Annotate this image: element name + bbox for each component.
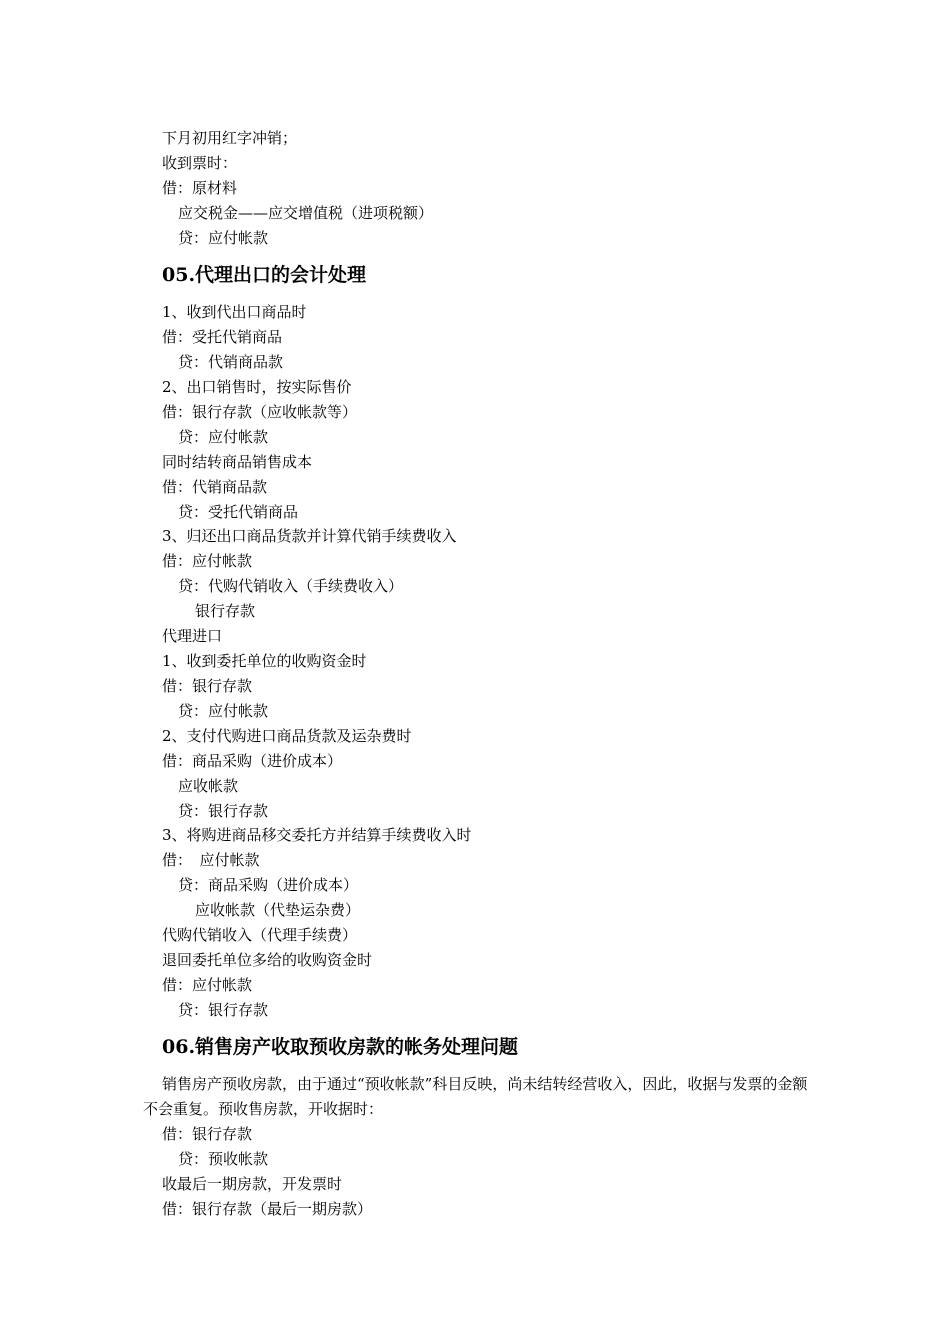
text-line: 贷：应付帐款 xyxy=(178,229,269,247)
text-line: 银行存款 xyxy=(195,602,256,620)
text-line: 贷：银行存款 xyxy=(178,802,269,820)
text-line: 同时结转商品销售成本 xyxy=(162,453,313,471)
text-line: 贷：商品采购（进价成本） xyxy=(178,876,359,894)
text-line: 借：应付帐款 xyxy=(162,552,253,570)
text-line: 贷：代购代销收入（手续费收入） xyxy=(178,577,404,595)
text-line: 应交税金——应交增值税（进项税额） xyxy=(178,204,434,222)
text-line: 应收帐款 xyxy=(178,777,239,795)
section-heading: 05.代理出口的会计处理 xyxy=(162,264,367,286)
body-paragraph: 销售房产预收房款，由于通过“预收帐款”科目反映，尚未结转经营收入，因此，收据与发票的金额不会重复。预收售房款，开收据时： xyxy=(143,1075,808,1118)
text-line: 3、归还出口商品货款并计算代销手续费收入 xyxy=(162,527,457,545)
text-line: 2、支付代购进口商品货款及运杂费时 xyxy=(162,727,412,745)
text-line: 3、将购进商品移交委托方并结算手续费收入时 xyxy=(162,826,472,844)
text-line: 借：银行存款 xyxy=(162,677,253,695)
text-line: 借：原材料 xyxy=(162,179,238,197)
text-line: 应收帐款（代垫运杂费） xyxy=(195,901,361,919)
text-line: 收最后一期房款，开发票时 xyxy=(162,1175,343,1193)
text-line: 2、出口销售时，按实际售价 xyxy=(162,378,352,396)
text-line: 下月初用红字冲销； xyxy=(162,129,298,147)
text-line: 贷：受托代销商品 xyxy=(178,503,299,521)
text-line: 代理进口 xyxy=(162,627,223,645)
text-line: 借：银行存款（最后一期房款） xyxy=(162,1200,373,1218)
text-line: 贷：银行存款 xyxy=(178,1001,269,1019)
text-line: 借：银行存款（应收帐款等） xyxy=(162,403,358,421)
text-line: 退回委托单位多给的收购资金时 xyxy=(162,951,373,969)
text-line: 借：商品采购（进价成本） xyxy=(162,752,343,770)
text-line: 借：代销商品款 xyxy=(162,478,268,496)
text-line: 贷：应付帐款 xyxy=(178,428,269,446)
text-line: 收到票时： xyxy=(162,154,238,172)
text-line: 借：应付帐款 xyxy=(162,976,253,994)
text-line: 1、收到代出口商品时 xyxy=(162,303,307,321)
text-line: 贷：代销商品款 xyxy=(178,353,284,371)
text-line: 代购代销收入（代理手续费） xyxy=(162,926,358,944)
text-line: 借： 应付帐款 xyxy=(162,851,260,869)
text-line: 贷：预收帐款 xyxy=(178,1150,269,1168)
text-line: 贷：应付帐款 xyxy=(178,702,269,720)
text-line: 1、收到委托单位的收购资金时 xyxy=(162,652,367,670)
text-line: 借：银行存款 xyxy=(162,1125,253,1143)
text-line: 借：受托代销商品 xyxy=(162,328,283,346)
section-heading: 06.销售房产收取预收房款的帐务处理问题 xyxy=(162,1036,519,1058)
